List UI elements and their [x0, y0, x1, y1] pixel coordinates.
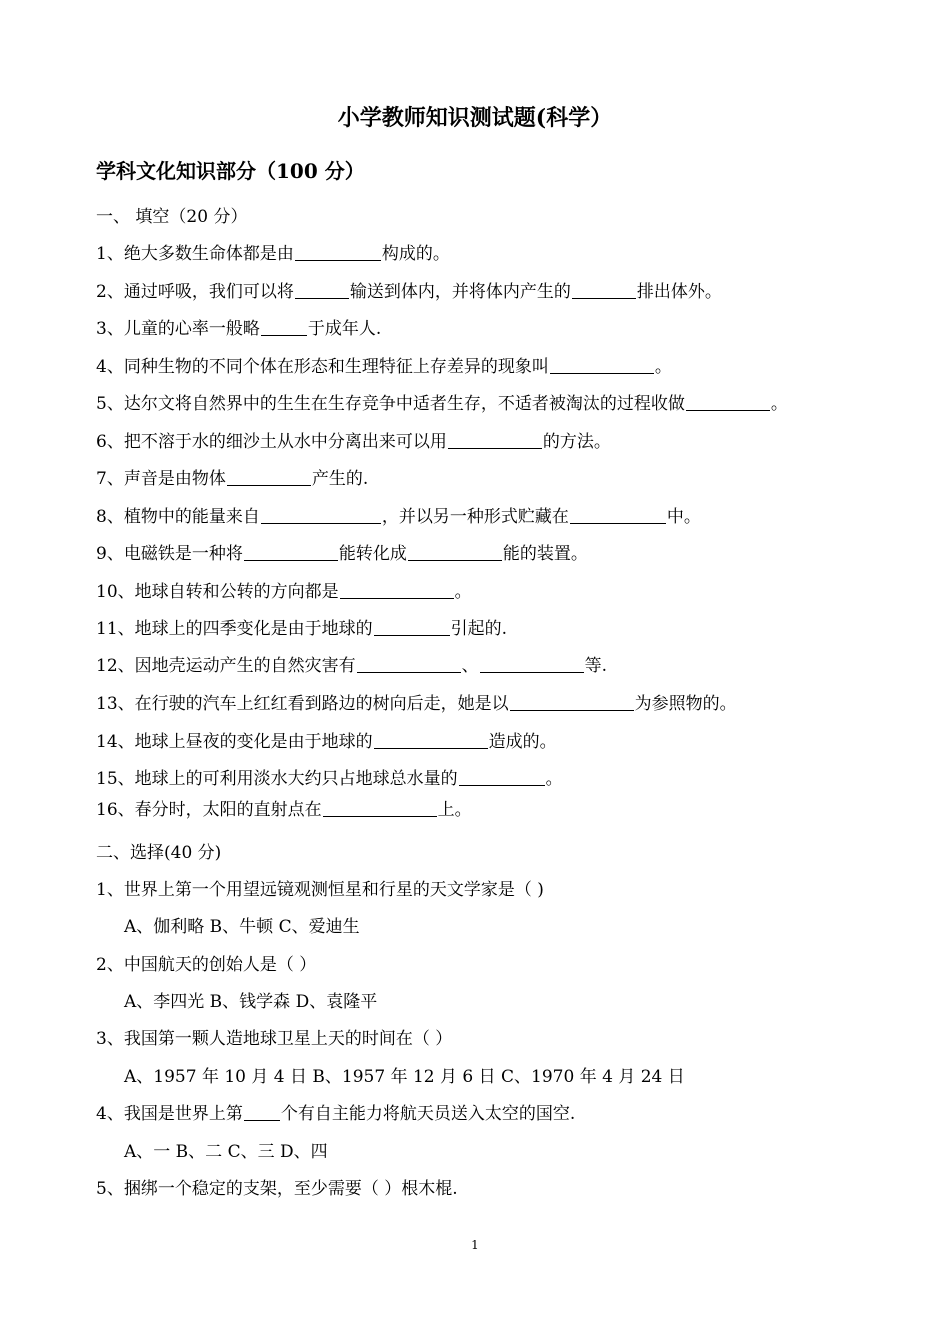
fill-question-5: 5、达尔文将自然界中的生生在生存竞争中适者生存，不适者被淘汰的过程收做 。: [96, 394, 788, 414]
fill-question-16: 16、春分时，太阳的直射点在 上。: [96, 800, 472, 820]
answer-blank: [572, 282, 636, 299]
fill-question-6: 6、把不溶于水的细沙土从水中分离出来可以用 的方法。: [96, 432, 611, 452]
choice-question-3-options: A、1957 年 10 月 4 日 B、1957 年 12 月 6 日 C、1970 年 4 月 24 日: [124, 1067, 685, 1087]
document-title: 小学教师知识测试题(科学）: [337, 105, 613, 131]
answer-blank: [408, 544, 502, 561]
page-number: 1: [471, 1238, 479, 1252]
answer-blank: [295, 282, 349, 299]
answer-blank: [244, 544, 338, 561]
answer-blank: [374, 732, 488, 749]
fill-question-7: 7、声音是由物体 产生的.: [96, 469, 369, 489]
fill-question-11: 11、地球上的四季变化是由于地球的 引起的.: [96, 619, 508, 639]
answer-blank: [340, 582, 454, 599]
choice-question-4: 4、我国是世界上第 个有自主能力将航天员送入太空的国空.: [96, 1104, 576, 1124]
choice-question-3: 3、我国第一颗人造地球卫星上天的时间在（ ）: [96, 1029, 453, 1049]
fill-question-1: 1、绝大多数生命体都是由 构成的。: [96, 244, 450, 264]
answer-blank: [323, 800, 437, 817]
choice-question-2-options: A、李四光 B、钱学森 D、袁隆平: [124, 992, 378, 1012]
answer-blank: [459, 769, 545, 786]
answer-blank: [295, 244, 381, 261]
choice-question-1-options: A、伽利略 B、牛顿 C、爱迪生: [124, 917, 360, 937]
fill-question-9: 9、电磁铁是一种将 能转化成 能的装置。: [96, 544, 588, 564]
answer-blank: [261, 319, 307, 336]
fill-question-2: 2、通过呼吸，我们可以将 输送到体内，并将体内产生的 排出体外。: [96, 282, 722, 302]
fill-question-14: 14、地球上昼夜的变化是由于地球的 造成的。: [96, 732, 557, 752]
choice-question-2: 2、中国航天的创始人是（ ）: [96, 955, 317, 975]
fill-question-13: 13、在行驶的汽车上红红看到路边的树向后走，她是以 为参照物的。: [96, 694, 737, 714]
answer-blank: [510, 694, 634, 711]
answer-blank: [448, 432, 542, 449]
answer-blank: [480, 656, 584, 673]
section-title: 学科文化知识部分（100 分）: [96, 159, 365, 183]
answer-blank: [570, 507, 666, 524]
choice-question-4-options: A、一 B、二 C、三 D、四: [124, 1142, 328, 1162]
part1-heading: 一、 填空（20 分）: [96, 207, 248, 227]
part2-heading: 二、选择(40 分): [96, 843, 222, 863]
fill-question-3: 3、儿童的心率一般略 于成年人.: [96, 319, 382, 339]
fill-question-10: 10、地球自转和公转的方向都是 。: [96, 582, 472, 602]
answer-blank: [227, 469, 311, 486]
answer-blank: [357, 656, 461, 673]
fill-question-15: 15、地球上的可利用淡水大约只占地球总水量的 。: [96, 769, 563, 789]
answer-blank: [374, 619, 450, 636]
choice-question-5: 5、捆绑一个稳定的支架，至少需要（ ）根木棍.: [96, 1179, 458, 1199]
fill-question-12: 12、因地壳运动产生的自然灾害有 、 等.: [96, 656, 608, 676]
fill-question-4: 4、同种生物的不同个体在形态和生理特征上存差异的现象叫 。: [96, 357, 672, 377]
answer-blank: [244, 1104, 280, 1121]
answer-blank: [261, 507, 381, 524]
choice-question-1: 1、世界上第一个用望远镜观测恒星和行星的天文学家是（ ): [96, 880, 544, 900]
answer-blank: [550, 357, 654, 374]
fill-question-8: 8、植物中的能量来自 ，并以另一种形式贮藏在 中。: [96, 507, 701, 527]
answer-blank: [686, 394, 770, 411]
